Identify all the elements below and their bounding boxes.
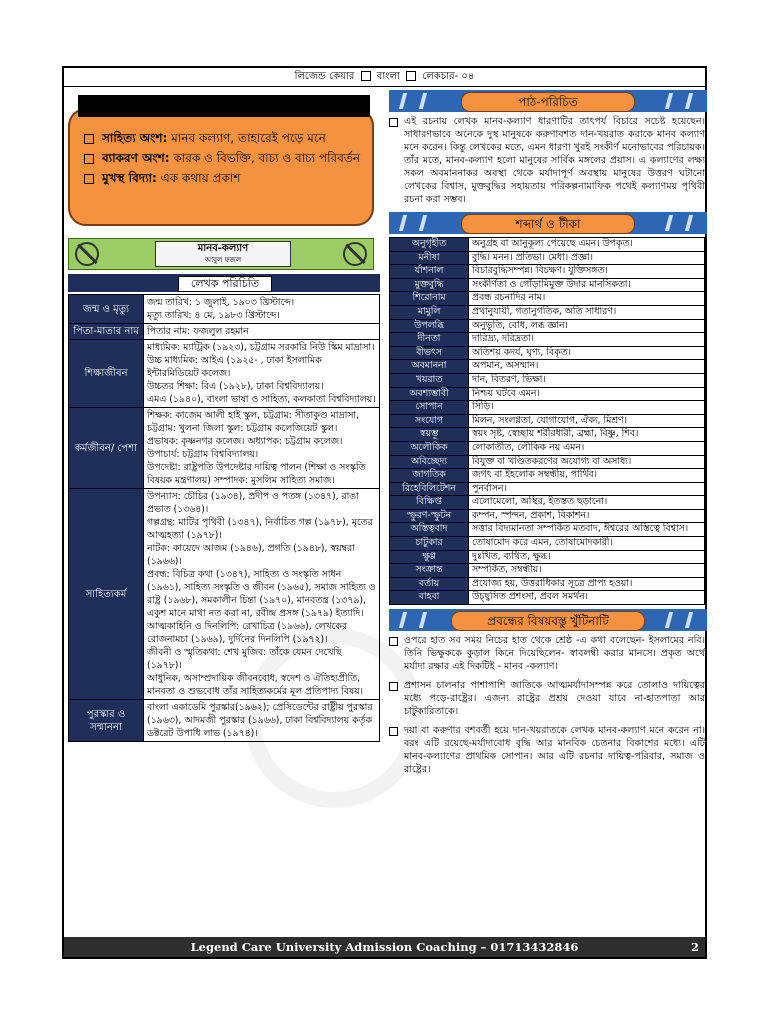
stripe-icon xyxy=(661,93,701,109)
checkbox-icon xyxy=(361,71,371,81)
glossary-row xyxy=(390,441,705,455)
glossary-meaning: সংকীর্ণতা ও গোঁড়ামিমুক্ত উদার মানসিকতা। xyxy=(469,278,705,292)
checkbox-icon xyxy=(389,118,398,127)
bio-key: পুরস্কার ও সম্মাননা xyxy=(69,700,144,742)
background-header xyxy=(389,90,707,112)
background-title: পাঠ-পরিচিত xyxy=(461,92,635,112)
glossary-row xyxy=(390,238,705,252)
glossary-title: শব্দার্থ ও টীকা xyxy=(461,214,635,234)
glossary-meaning: সম্পর্কিত, সম্বন্ধীয়। xyxy=(469,564,705,578)
objectives-bar xyxy=(78,95,370,117)
stripe-icon xyxy=(661,215,701,231)
checkbox-icon xyxy=(84,134,94,144)
bio-key: জন্ম ও মৃত্যু xyxy=(69,295,144,324)
bio-key: সাহিত্যকর্ম xyxy=(69,489,144,700)
glossary-word: সোপান xyxy=(390,401,469,415)
bio-key: শিক্ষাজীবন xyxy=(69,340,144,408)
glossary-word: উপলব্ধি xyxy=(390,319,469,333)
bio-row xyxy=(69,408,380,489)
glossary-row xyxy=(390,360,705,374)
glossary-meaning: জগৎ বা ইহলোক সম্বন্ধীয়, পার্থিব। xyxy=(469,469,705,483)
glossary-row xyxy=(390,251,705,265)
stripe-icon xyxy=(395,93,435,109)
objective-value: এক কথায় প্রকাশ xyxy=(156,171,241,185)
glossary-meaning: দারিদ্র্য, দরিদ্রতা। xyxy=(469,333,705,347)
left-column xyxy=(68,90,380,742)
glossary-word: অবমাননা xyxy=(390,360,469,374)
glossary-row xyxy=(390,305,705,319)
header-lecture: লেকচার- ০৪ xyxy=(422,71,475,82)
bio-value xyxy=(144,295,380,324)
glossary-row xyxy=(390,509,705,523)
stripe-icon xyxy=(395,215,435,231)
chapter-title-box xyxy=(155,241,291,267)
chapter-author: আবুল ফজল xyxy=(204,256,242,264)
glossary-row xyxy=(390,537,705,551)
glossary-row xyxy=(390,319,705,333)
checkbox-icon xyxy=(84,174,94,184)
glossary-row xyxy=(390,496,705,510)
glossary-row xyxy=(390,455,705,469)
glossary-row xyxy=(390,292,705,306)
checkbox-icon xyxy=(389,682,398,691)
glossary-word: সংক্রান্ত xyxy=(390,564,469,578)
page-footer xyxy=(64,937,705,957)
checkbox-icon xyxy=(406,71,416,81)
no-sign-icon xyxy=(75,242,99,266)
glossary-word: অস্তিত্ববাদ xyxy=(390,523,469,537)
glossary-header xyxy=(389,212,707,234)
glossary-meaning: এলোমেলো, অস্থির, ইতস্তত ছড়ানো। xyxy=(469,496,705,510)
page-number: 2 xyxy=(690,940,699,954)
glossary-meaning: দুঃখিত, ব্যথিত, ক্ষুব্ধ। xyxy=(469,550,705,564)
glossary-meaning: দান, বিতরণ, ভিক্ষা। xyxy=(469,373,705,387)
glossary-word: বর্তায় xyxy=(390,577,469,591)
header-subject: বাংলা xyxy=(376,71,400,82)
glossary-row xyxy=(390,564,705,578)
glossary-meaning: অতিশয় কদর্য, ঘৃণ্য, বিকৃত। xyxy=(469,346,705,360)
footer-text: Legend Care University Admission Coaching – 01713432846 xyxy=(190,940,579,954)
bio-value-text: জন্ম তারিখ: ১ জুলাই, ১৯০৩ খ্রিস্টাব্দে। মৃত্যু তারিখ: ৪ মে, ১৯৮৩ খ্রিস্টাব্দে। xyxy=(147,297,295,321)
glossary-meaning: সিঁড়ি। xyxy=(469,401,705,415)
detail-item xyxy=(389,679,705,718)
checkbox-icon xyxy=(389,727,398,736)
glossary-word: সংযোগ xyxy=(390,414,469,428)
glossary-row xyxy=(390,387,705,401)
glossary-row xyxy=(390,346,705,360)
objective-label: মুখস্থ বিদ্যা: xyxy=(102,171,157,185)
stripe-icon xyxy=(395,612,435,628)
glossary-meaning: তোষামোদ করে এমন, তোষামোদকারী। xyxy=(469,537,705,551)
background-paragraph xyxy=(389,115,705,206)
glossary-meaning: লোকাতীত, লৌকিক নয় এমন। xyxy=(469,441,705,455)
glossary-word: স্বয়ম্ভূ xyxy=(390,428,469,442)
glossary-word: জাগতিক xyxy=(390,469,469,483)
glossary-meaning: স্বয়ং সৃষ্ট, স্বেচ্ছায় শরীরধারী, ব্রহ্মা, বিষ্ণু, শিব। xyxy=(469,428,705,442)
bio-value xyxy=(144,489,380,700)
bio-row xyxy=(69,295,380,324)
author-section-header xyxy=(68,274,380,292)
details-title: প্রবন্ধের বিষয়বস্তু খুঁটিনাটি xyxy=(451,611,645,631)
objective-item xyxy=(84,170,362,187)
checkbox-icon xyxy=(84,154,94,164)
glossary-meaning: অনুগ্রহ বা আনুকূল্য পেয়েছে এমন। উপকৃত। xyxy=(469,238,705,252)
author-bio-table xyxy=(68,294,380,742)
glossary-meaning: নিশ্চয় ঘটবে এমন। xyxy=(469,387,705,401)
author-section-title: লেখক পরিচিতি xyxy=(178,276,272,292)
glossary-word: অলৌকিক xyxy=(390,441,469,455)
bio-value xyxy=(144,700,380,742)
glossary-meaning: কম্পন, স্পন্দন, প্রকাশ, বিকাশন। xyxy=(469,509,705,523)
glossary-row xyxy=(390,401,705,415)
chapter-banner xyxy=(68,238,374,270)
details-header xyxy=(389,609,707,631)
bio-value-text: মাধ্যমিক: ম্যাট্রিক (১৯২৩), চট্টগ্রাম সরকারি নিউ স্কিম মাদ্রাসা। উচ্চ মাধ্যমিক: আইএ (১৯২৫- , ঢাকা ইসলামিক ইন্টারমিডিয়েট কলেজ। উচ্চতর শিক্ষা: বিএ (১৯২৮), ঢাকা বিশ্ববিদ্যালয়। এমএ (১৯৪০), বাংলা ভাষা ও সাহিত্য, কলকাতা বিশ্ববিদ্যালয়। xyxy=(147,342,376,405)
glossary-word: খয়রাত xyxy=(390,373,469,387)
glossary-meaning: প্রবন্ধ রচনাদির নাম। xyxy=(469,292,705,306)
objective-label: ব্যাকরণ অংশ: xyxy=(102,151,170,165)
glossary-word: ক্ষুণ্ণ xyxy=(390,550,469,564)
detail-text: ওপরে হাত সব সময় নিচের হাত থেকে শ্রেষ্ঠ -এ কথা বলেছেন- ইসলামের নবি। তিনি ভিক্ষুককে কুড়াল কিনে দিয়েছিলেন- স্বাবলম্বী করার মানসে। প্রকৃত অর্থে মর্যাদা রক্ষার এই দিকটিই - মানব -কল্যাণ। xyxy=(404,635,705,673)
bio-row xyxy=(69,340,380,408)
bio-value-text: শিক্ষক: কাজেম আলী হাই স্কুল, চট্টগ্রাম: সীতাকুণ্ড মাদ্রাসা, চট্টগ্রাম: খুলনা জিলা স্কুল: চট্টগ্রাম কলেজিয়েট স্কুল। প্রভাষক: কৃষ্ণনগর কলেজ। অধ্যাপক: চট্টগ্রাম কলেজ। উপাচার্য: চট্টগ্রাম বিশ্ববিদ্যালয়। উপদেষ্টা: রাষ্ট্রপতি উপদেষ্টার দায়িত্ব পালন (শিক্ষা ও সংস্কৃতি বিষয়ক মন্ত্রণালয়) সম্পাদক: মুসলিম সাহিত্য সমাজ। xyxy=(147,410,366,486)
no-sign-icon xyxy=(343,242,367,266)
glossary-word: অবশ্যম্ভাবী xyxy=(390,387,469,401)
glossary-row xyxy=(390,523,705,537)
glossary-meaning: পুনর্বাসন। xyxy=(469,482,705,496)
bio-value xyxy=(144,340,380,408)
checkbox-icon xyxy=(389,637,398,646)
glossary-meaning: প্রযোজ্য হয়, উত্তরাধিকার সূত্রে প্রাপ্য হওয়া। xyxy=(469,577,705,591)
glossary-word: শিরোনাম xyxy=(390,292,469,306)
glossary-word: অনুগৃহীত xyxy=(390,238,469,252)
objective-label: সাহিত্য অংশ: xyxy=(102,131,168,145)
page-sheet xyxy=(62,66,707,959)
glossary-word: মামুলি xyxy=(390,305,469,319)
glossary-row xyxy=(390,591,705,605)
glossary-word: বীভৎস xyxy=(390,346,469,360)
glossary-word: মনীষা xyxy=(390,251,469,265)
glossary-table xyxy=(389,237,705,605)
bio-key: কর্মজীবন/ পেশা xyxy=(69,408,144,489)
bio-row xyxy=(69,489,380,700)
bio-value-text: পিতার নাম: ফজলুল রহমান xyxy=(147,326,249,337)
glossary-row xyxy=(390,333,705,347)
glossary-row xyxy=(390,428,705,442)
bio-value xyxy=(144,324,380,340)
glossary-row xyxy=(390,278,705,292)
objective-value: মানব কল্যাণ, তাহারেই পড়ে মনে xyxy=(167,131,326,145)
bio-value-text: উপন্যাস: চৌচির (১৯৩৪), প্রদীপ ও পতঙ্গ (১৩৪৭), রাঙা প্রভাত (১৩৬৪)। গল্পগ্রন্থ: মাটির পৃথিবী (১৩৪৭), নির্বাচিত গল্প (১৯৭৮), মৃতের আত্মহত্যা (১৯৭৮)। নাটক: কায়েদে আজম (১৯৪৬), প্রগতি (১৯৪৮), স্বয়ম্বরা (১৯৬৬)। প্রবন্ধ: বিচিত্র কথা (১৩৪৭), সাহিত্য ও সংস্কৃতি সাধন (১৯৬১), সাহিত্য সংস্কৃতি ও জীবন (১৯৬৫), সমাজ সাহিত্য ও রাষ্ট্র (১৯৬৮), সমকালীন চিন্তা (১৯৭০), মানবতন্ত্র (১৩৭৯), একুশ মানে মাথা নত করা না, রবীন্দ্র প্রসঙ্গ (১৯৭৯) ইত্যাদি। আত্মকাহিনি ও দিনলিপি: রেখাচিত্র (১৯৬৬), লেখকের রোজনামচা (১৯৬৯), দুর্দিনের দিনলিপি (১৯৭২)। জীবনী ও স্মৃতিকথা: শেখ মুজিব: তাঁকে যেমন দেখেছি (১৯৭৮)। আধুনিক, অসাম্প্রদায়িক জীবনবোধ, স্বদেশ ও ঐতিহ্যপ্রীতি, মানবতা ও শুভবোধ তাঁর সাহিত্যকর্মের মূল প্রতিপাদ্য বিষয়। xyxy=(147,491,376,697)
objective-value: কারক ও বিভক্তি, বাচ্য ও বাচ্য পরিবর্তন xyxy=(169,151,360,165)
bio-value xyxy=(144,408,380,489)
details-list xyxy=(389,634,707,776)
detail-item xyxy=(389,634,705,673)
glossary-word: অবিচ্ছেদ্য xyxy=(390,455,469,469)
bio-key: পিতা-মাতার নাম xyxy=(69,324,144,340)
glossary-word: মুক্তবুদ্ধি xyxy=(390,278,469,292)
glossary-word: বিক্ষিপ্ত xyxy=(390,496,469,510)
glossary-row xyxy=(390,482,705,496)
glossary-row xyxy=(390,265,705,279)
glossary-meaning: বিযুক্ত বা খণ্ডিতকরণের অযোগ্য বা অসাধ্য। xyxy=(469,455,705,469)
objectives-panel xyxy=(68,108,374,226)
glossary-meaning: অপমান, অসম্মান। xyxy=(469,360,705,374)
objectives-box xyxy=(68,90,378,230)
glossary-meaning: বিচারবুদ্ধিসম্পন্ন। বিচক্ষণ। যুক্তিসঙ্গত। xyxy=(469,265,705,279)
header-brand: লিজেন্ড কেয়ার xyxy=(294,71,355,82)
objective-text xyxy=(102,170,240,187)
background-text: এই রচনায় লেখক মানব-কল্যাণ ধারণাটির তাৎপর্য বিচারে সচেষ্ট হয়েছেন। সাধারণভাবে অনেকে দুস্থ মানুষকে করুণাবশত দান-খয়রাত করাকে মানব কল্যাণ মনে করেন। কিন্তু লেখকের মতে, এমন ধারণা খুবই সংকীর্ণ মনোভাবের পরিচায়ক। তাঁর মতে, মানব-কল্যাণ হলো মানুষের সার্বিক মঙ্গলের প্রয়াস। এ কল্যাণের লক্ষ্য সকল অবমাননাকর অবস্থা থেকে মর্যাদাপূর্ণ অবস্থায় মানুষের উত্তরণ ঘটানো লেখকের বিশ্বাস, মুক্তবুদ্ধির সহায়তায় পরিকল্পনামাফিক পথেই কল্যাণময় পৃথিবী রচনা করা সম্ভব। xyxy=(404,116,705,205)
bio-value-text: বাংলা একাডেমি পুরস্কার(১৯৬২); প্রেসিডেন্টের রাষ্ট্রীয় পুরস্কার (১৯৬৩), আদমজী পুরস্কার (১৯৬৬), ঢাকা বিশ্ববিদ্যালয় কর্তৃক ডক্টরেট উপাধি লাভ (১৯৭৪)। xyxy=(147,702,373,739)
stripe-icon xyxy=(661,612,701,628)
right-column xyxy=(389,90,707,782)
bio-row xyxy=(69,700,380,742)
glossary-word: র্যাশনাল xyxy=(390,265,469,279)
glossary-row xyxy=(390,414,705,428)
bio-row xyxy=(69,324,380,340)
glossary-meaning: উচ্ছ্বসিত প্রশংসা, প্রবল সমর্থন। xyxy=(469,591,705,605)
chapter-title: মানব-কল্যাণ xyxy=(197,243,249,254)
glossary-meaning: প্রথানুযায়ী, গতানুগতিক, অতি সাধারণ। xyxy=(469,305,705,319)
glossary-word: রিহেবিলিটেশন xyxy=(390,482,469,496)
detail-item xyxy=(389,724,705,776)
glossary-meaning: বুদ্ধি। মনন। প্রতিভা। মেধা। প্রজ্ঞা। xyxy=(469,251,705,265)
glossary-word: স্ফুরণ-স্ফুটন xyxy=(390,509,469,523)
glossary-meaning: অনুভূতি, বোধ, লব্ধ জ্ঞান। xyxy=(469,319,705,333)
glossary-row xyxy=(390,550,705,564)
detail-text: প্রশাসন চালনার পাশাপাশি জাতিকে আত্মমর্যাদাসম্পন্ন করে তোলাও দায়িত্বের মধ্যে পড়ে-রাষ্ট্রের। এজন্য রাষ্ট্রের প্রশ্রয় দেওয়া যাবে না-হাতপাতা আর চাটুকারিতাকে। xyxy=(404,680,705,718)
glossary-word: দীনতা xyxy=(390,333,469,347)
glossary-meaning: সত্তার বিদ্যমানতা সম্পর্কিত মতবাদ, ঈশ্বরের অস্তিত্বে বিশ্বাস। xyxy=(469,523,705,537)
glossary-word: চাটুকার xyxy=(390,537,469,551)
glossary-row xyxy=(390,577,705,591)
objectives-list xyxy=(70,110,372,187)
objective-item xyxy=(84,150,362,167)
objective-text xyxy=(102,150,360,167)
page-header xyxy=(64,68,705,87)
glossary-meaning: মিলন, সংলগ্নতা, যোগাযোগ, ঐক্য, মিশ্রণ। xyxy=(469,414,705,428)
glossary-row xyxy=(390,373,705,387)
objective-text xyxy=(102,130,326,147)
detail-text: দয়া বা করুণার বশবর্তী হয়ে দান-খয়রাতকে লেখক মানব-কল্যাণ মনে করেন না। বরং এটি রয়েছে-মর্যাদাবোধ বৃদ্ধি আর মানবিক চেতনার বিকাশের মধ্যে। এটি মানব-কল্যাণের প্রাথমিক সোপান। আর এটি রচনার দায়িত্ব-পরিবার, সমাজ ও রাষ্ট্রের। xyxy=(404,725,705,776)
glossary-row xyxy=(390,469,705,483)
objective-item xyxy=(84,130,362,147)
glossary-word: বাহবা xyxy=(390,591,469,605)
